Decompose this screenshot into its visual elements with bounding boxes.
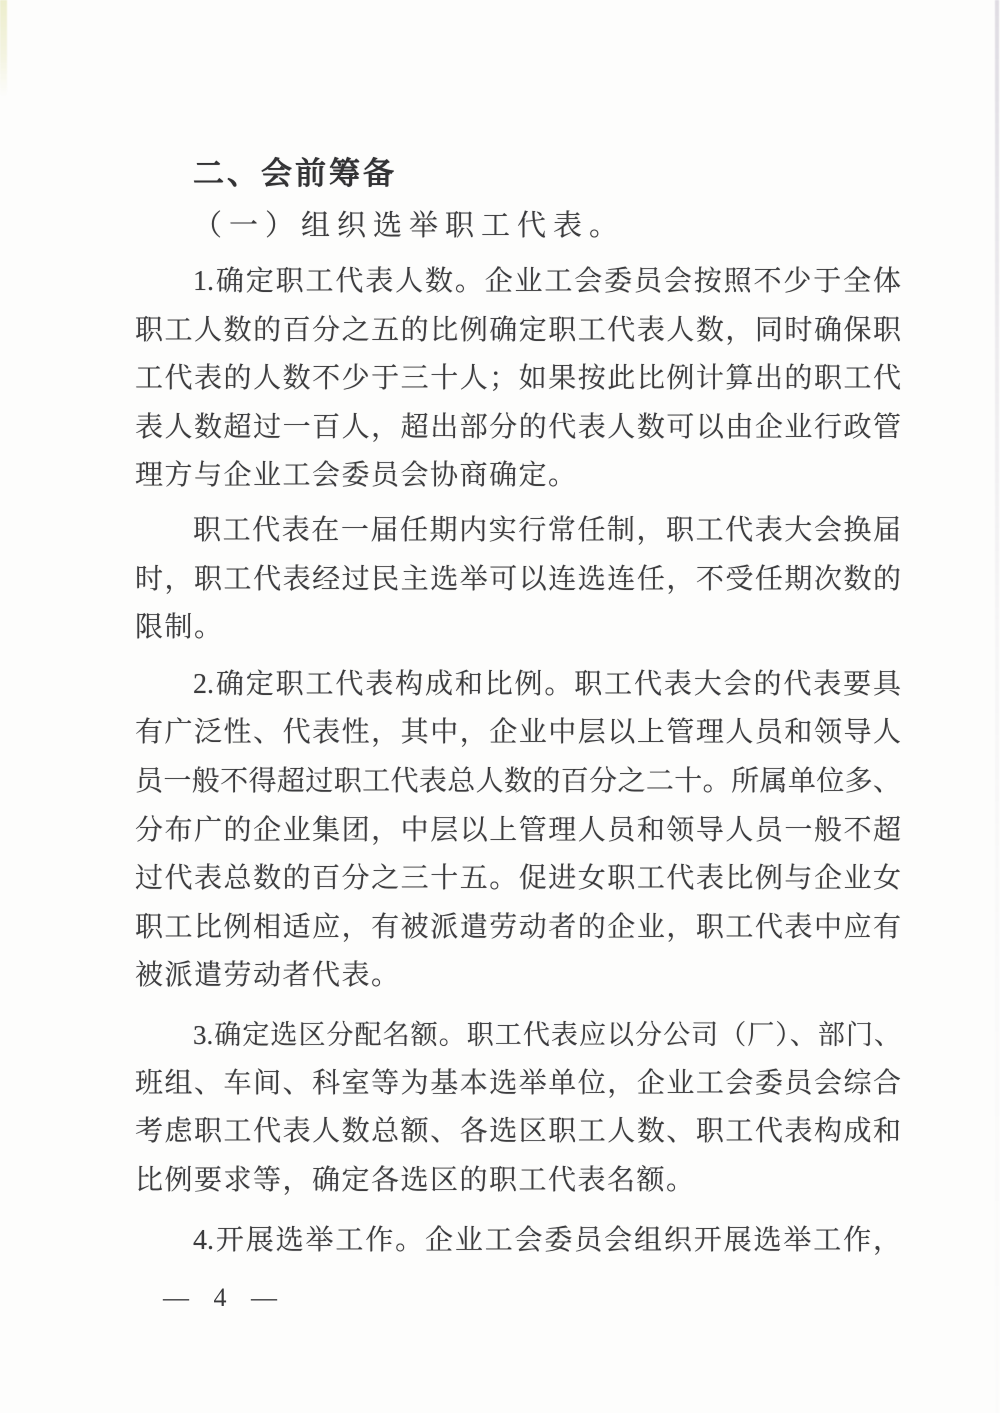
text-line: 3.确定选区分配名额。职工代表应以分公司（厂）、部门、 (193, 1019, 901, 1050)
paragraph-5 (135, 1217, 901, 1266)
text-line: 表人数超过一百人，超出部分的代表人数可以由企业行政管 (135, 411, 901, 443)
paragraph-3 (135, 661, 901, 1001)
paragraph-2 (135, 507, 901, 653)
text-line: 时，职工代表经过民主选举可以连选连任，不受任期次数的 (135, 563, 901, 595)
text-line: 职工人数的百分之五的比例确定职工代表人数，同时确保职 (135, 314, 901, 346)
text-line: 2.确定职工代表构成和比例。职工代表大会的代表要具 (193, 668, 901, 700)
text-line: 考虑职工代表人数总额、各选区职工人数、职工代表构成和 (135, 1116, 901, 1148)
subsection-heading: （一）组织选举职工代表。 (193, 210, 626, 242)
text-line: 职工比例相适应，有被派遣劳动者的企业，职工代表中应有 (135, 911, 901, 943)
document-body (135, 148, 901, 1322)
text-line: 员一般不得超过职工代表总人数的百分之二十。所属单位多、 (135, 765, 901, 797)
paragraph-1 (135, 258, 901, 501)
scan-artifact-right-edge (995, 0, 999, 1413)
text-line: 过代表总数的百分之三十五。促进女职工代表比例与企业女 (135, 863, 901, 895)
text-line: 4.开展选举工作。企业工会委员会组织开展选举工作， (193, 1225, 901, 1257)
text-line: 分布广的企业集团，中层以上管理人员和领导人员一般不超 (135, 814, 901, 846)
text-line: 限制。 (135, 612, 224, 644)
paragraph-4 (135, 1011, 901, 1205)
text-line: 工代表的人数不少于三十人；如果按此比例计算出的职工代 (135, 363, 901, 395)
scan-artifact-left-strip (0, 0, 7, 96)
text-line: 理方与企业工会委员会协商确定。 (135, 460, 578, 492)
text-line: 1.确定职工代表人数。企业工会委员会按照不少于全体 (193, 266, 901, 297)
section-heading: 二、会前筹备 (193, 156, 397, 191)
text-line: 职工代表在一届任期内实行常任制，职工代表大会换届 (193, 514, 901, 546)
page-number: — 4 — (163, 1282, 286, 1312)
text-line: 比例要求等，确定各选区的职工代表名额。 (135, 1164, 696, 1196)
text-line: 被派遣劳动者代表。 (135, 960, 401, 992)
text-line: 有广泛性、代表性，其中，企业中层以上管理人员和领导人 (135, 717, 901, 749)
text-line: 班组、车间、科室等为基本选举单位，企业工会委员会综合 (135, 1067, 901, 1099)
